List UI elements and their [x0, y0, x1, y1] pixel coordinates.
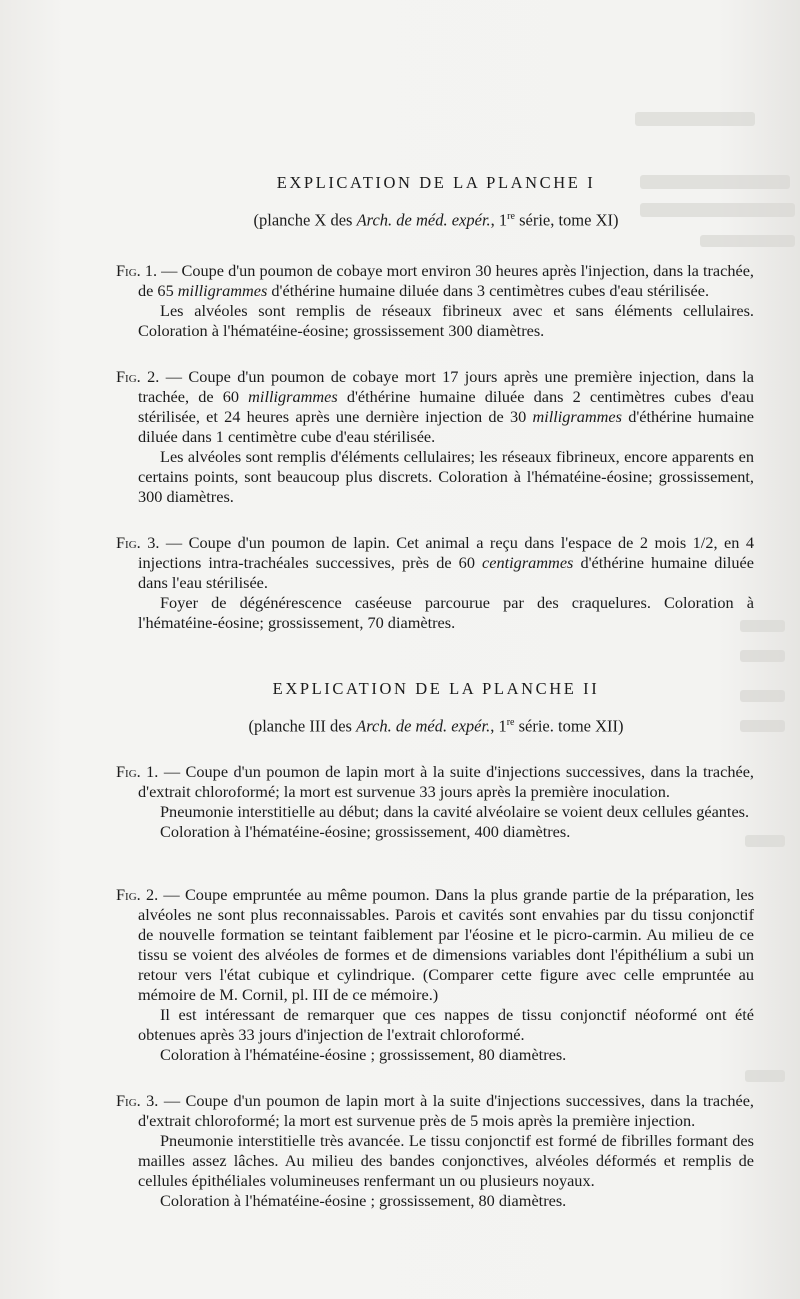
caption-paragraph: Pneumonie interstitielle très avancée. Le tissu conjonctif est formé de fibrilles formant des mailles assez lâches. Au milieu des bandes conjonctives, alvéoles déformés et remplis de cellules épithéliales volumineuses renfermant un ou plusieurs noyaux. — [138, 1131, 754, 1190]
subtitle-text: série. tome XII) — [514, 716, 624, 736]
caption-paragraph: Coloration à l'hématéine-éosine ; grossissement, 80 diamètres. — [160, 1045, 567, 1064]
figure-caption — [116, 533, 754, 593]
caption-text: — Coupe empruntée au même poumon. Dans la plus grande partie de la préparation, les alvéoles ne sont plus reconnaissables. Parois et cavités sont envahies par du tissu conjonctif de nouvelle formation se teintant faiblement par l'éosine et le picro-carmin. Au milieu de ce tissu se voient des alvéoles de formes et de dimensions variables dont l'épithélium a subi un retour vers l'état cubique et cylindrique. (Comparer cette figure avec celle empruntée au mémoire de M. Cornil, pl. III de ce mémoire.) — [138, 885, 754, 1004]
figure-label: Fig. 3. — [116, 533, 160, 552]
caption-paragraph: Les alvéoles sont remplis d'éléments cellulaires; les réseaux fibrineux, encore apparents en certains points, sont beaucoup plus discrets. Coloration à l'hématéine-éosine; grossissement, 300 diamètres. — [138, 447, 754, 506]
plate-2-subtitle — [116, 713, 756, 737]
plate-1-fig-1 — [116, 261, 754, 341]
caption-paragraph: Coloration à l'hématéine-éosine ; grossissement, 80 diamètres. — [160, 1191, 567, 1210]
subtitle-text: , 1 — [490, 716, 507, 736]
caption-italic: centigrammes — [482, 553, 574, 572]
caption-paragraph: Foyer de dégénérescence caséeuse parcourue par des craquelures. Coloration à l'hématéine-éosine; grossissement, 70 diamètres. — [138, 593, 754, 632]
plate-2-title: EXPLICATION DE LA PLANCHE II — [272, 679, 600, 698]
plate-1-subtitle — [116, 207, 756, 231]
journal-name: Arch. de méd. expér. — [356, 716, 491, 736]
plate-1-title: EXPLICATION DE LA PLANCHE I — [276, 173, 596, 192]
superscript: re — [506, 717, 515, 728]
figure-label: Fig. 2. — [116, 367, 160, 386]
caption-italic: milligrammes — [532, 407, 622, 426]
figure-label: Fig. 3. — [116, 1091, 159, 1110]
journal-name: Arch. de méd. expér. — [356, 210, 491, 230]
caption-text: — Coupe d'un poumon de lapin mort à la suite d'injections successives, dans la trachée, d'extrait chloroformé; la mort est survenue près de 5 mois après la première injection. — [138, 1091, 755, 1130]
subtitle-text: , 1 — [490, 210, 508, 230]
figure-caption — [116, 1091, 754, 1131]
figure-label: Fig. 1. — [116, 261, 158, 280]
plate-2-fig-1 — [116, 762, 754, 842]
figure-caption — [116, 367, 754, 447]
figure-caption — [116, 261, 754, 301]
plate-2-fig-3 — [116, 1091, 754, 1211]
caption-italic: milligrammes — [177, 281, 268, 300]
caption-text: d'éthérine humaine diluée dans 3 centimètres cubes d'eau stérilisée. — [267, 281, 710, 300]
subtitle-text: série, tome XI) — [514, 210, 619, 230]
plate-1-fig-3 — [116, 533, 754, 633]
caption-text: — Coupe d'un poumon de cobaye mort 17 jours après une première injection, dans la trachée, de 60 — [138, 367, 754, 406]
figure-label: Fig. 1. — [116, 762, 159, 781]
caption-text: d'éthérine humaine diluée dans l'eau stérilisée. — [138, 553, 754, 592]
figure-caption — [116, 762, 754, 802]
plate-2-fig-2 — [116, 885, 754, 1065]
subtitle-text: (planche X des — [253, 210, 357, 230]
caption-paragraph: Pneumonie interstitielle au début; dans la cavité alvéolaire se voient deux cellules géantes. — [160, 802, 750, 821]
superscript: re — [507, 211, 515, 222]
caption-paragraph: Coloration à l'hématéine-éosine; grossissement, 400 diamètres. — [160, 822, 571, 841]
caption-text: — Coupe d'un poumon de lapin mort à la suite d'injections successives, dans la trachée, d'extrait chloroformé; la mort est survenue 33 jours après la première inoculation. — [138, 762, 755, 801]
plate-1-fig-2 — [116, 367, 754, 507]
subtitle-text: (planche III des — [248, 716, 357, 736]
caption-text: — Coupe d'un poumon de lapin. Cet animal a reçu dans l'espace de 2 mois 1/2, en 4 injections intra-trachéales successives, près de 60 — [138, 533, 755, 572]
caption-text: — Coupe d'un poumon de cobaye mort environ 30 heures après l'injection, dans la trachée, de 65 — [138, 261, 755, 300]
figure-caption — [116, 885, 754, 1005]
caption-italic: milligrammes — [248, 387, 338, 406]
caption-text: d'éthérine humaine diluée dans 1 centimètre cube d'eau stérilisée. — [138, 407, 754, 446]
figure-label: Fig. 2. — [116, 885, 159, 904]
caption-paragraph: Il est intéressant de remarquer que ces nappes de tissu conjonctif néoformé ont été obtenues après 33 jours d'injection de l'extrait chloroformé. — [138, 1005, 754, 1044]
caption-paragraph: Les alvéoles sont remplis de réseaux fibrineux avec et sans éléments cellulaires. Coloration à l'hématéine-éosine; grossissement 300 diamètres. — [138, 301, 754, 340]
caption-text: d'éthérine humaine diluée dans 2 centimètres cubes d'eau stérilisée, et 24 heures après une dernière injection de 30 — [138, 387, 754, 426]
